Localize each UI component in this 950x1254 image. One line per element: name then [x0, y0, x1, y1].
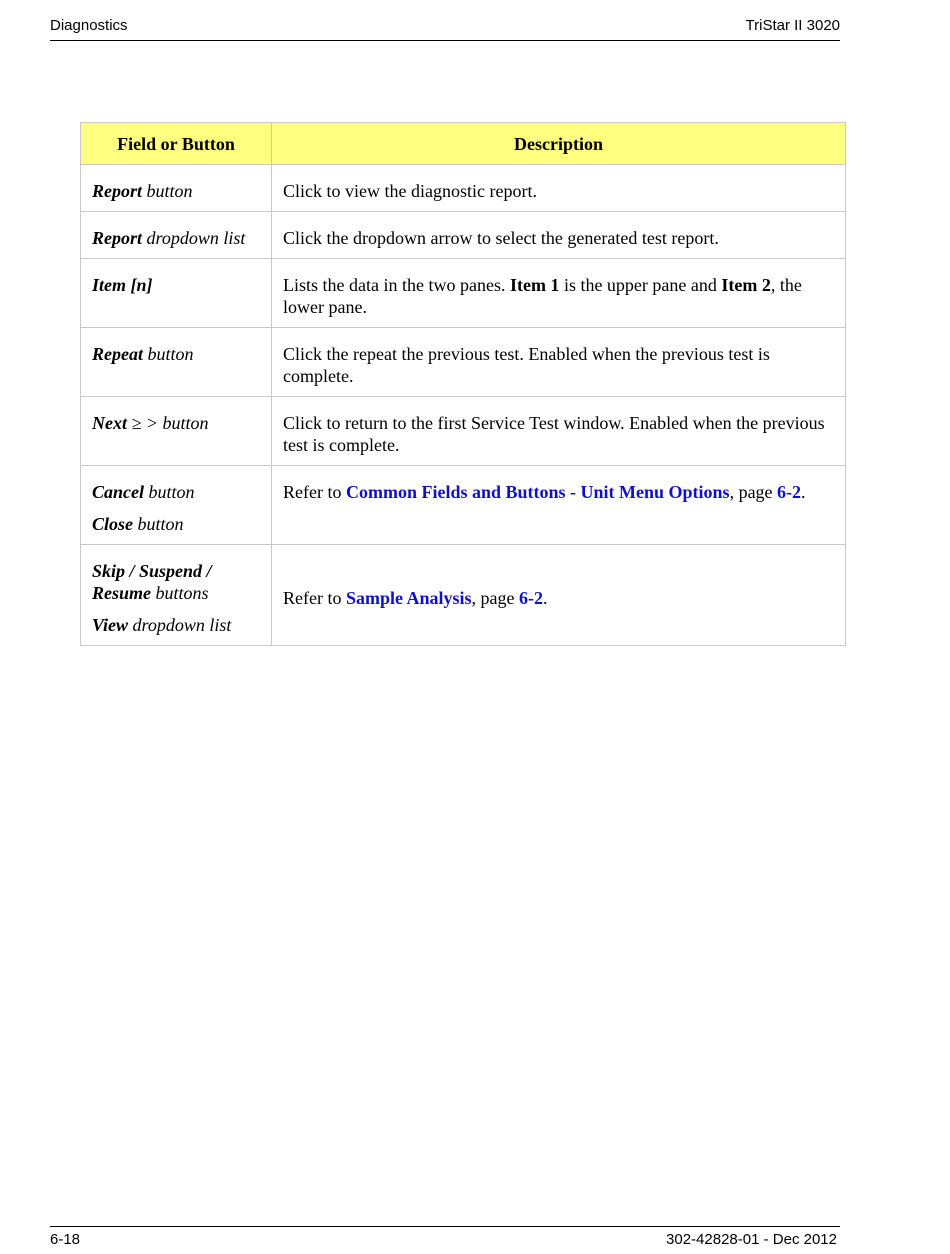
cross-reference-link[interactable]: Sample Analysis: [345, 588, 472, 608]
column-header-description: Description: [272, 123, 846, 165]
field-description: Click to view the diagnostic report.: [272, 165, 846, 212]
table-header-row: [81, 123, 846, 165]
chapter-title: Diagnostics: [50, 17, 128, 34]
table-row: [81, 212, 846, 259]
running-header: [50, 17, 840, 41]
table-row: [81, 165, 846, 212]
field-name: Repeat button: [81, 328, 272, 397]
field-description: Click to return to the first Service Test window. Enabled when the previous test is complete.: [272, 397, 846, 466]
field-name: Skip / Suspend / Resume buttons View dropdown list: [81, 545, 272, 646]
field-description: Refer to Sample Analysis, page 6-2.: [272, 545, 846, 646]
page-reference-link[interactable]: 6-2: [777, 482, 802, 502]
field-name: Report button: [81, 165, 272, 212]
field-description: Click the dropdown arrow to select the generated test report.: [272, 212, 846, 259]
table-row: [81, 545, 846, 646]
field-description: Click the repeat the previous test. Enabled when the previous test is complete.: [272, 328, 846, 397]
column-header-field: Field or Button: [81, 123, 272, 165]
document-number: 302-42828-01 - Dec 2012: [666, 1231, 837, 1248]
field-name: Cancel button Close button: [81, 466, 272, 545]
page-number: 6-18: [50, 1231, 81, 1248]
table-row: [81, 466, 846, 545]
running-footer: [50, 1226, 840, 1249]
field-name: Item [n]: [81, 259, 272, 328]
field-description-table: [80, 122, 846, 646]
product-name: TriStar II 3020: [745, 17, 840, 34]
table-row: [81, 259, 846, 328]
field-name: Report dropdown list: [81, 212, 272, 259]
field-description: Refer to Common Fields and Buttons - Unit Menu Options, page 6-2.: [272, 466, 846, 545]
table-row: [81, 397, 846, 466]
cross-reference-link[interactable]: Common Fields and Buttons - Unit Menu Options: [345, 482, 730, 502]
page-reference-link[interactable]: 6-2: [519, 588, 544, 608]
field-description: Lists the data in the two panes. Item 1 is the upper pane and Item 2, the lower pane.: [272, 259, 846, 328]
table-row: [81, 328, 846, 397]
field-name: Next ≥ > button: [81, 397, 272, 466]
